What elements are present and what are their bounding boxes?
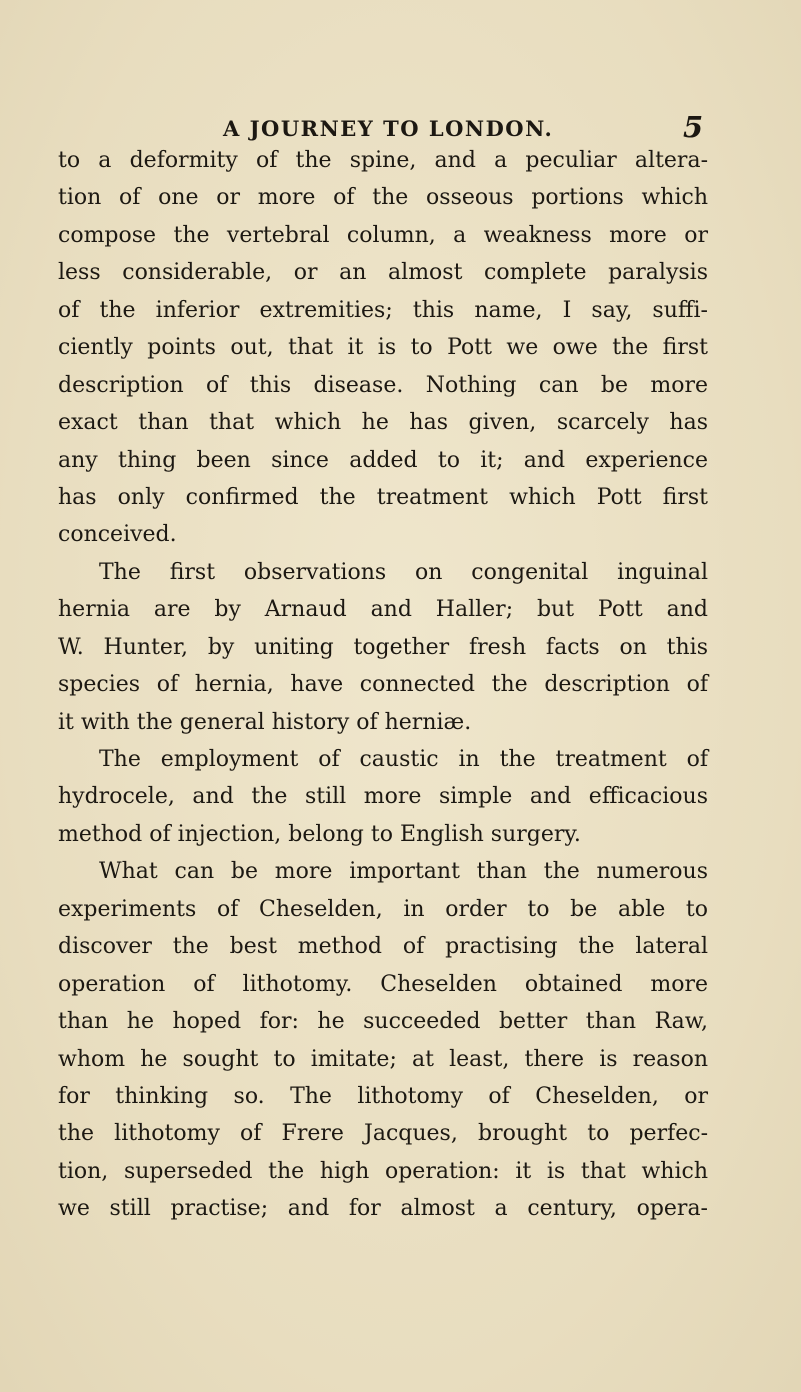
text-line: operation of lithotomy. Cheselden obtained more [58, 971, 708, 997]
text-line: W. Hunter, by uniting together fresh facts on this [58, 634, 708, 660]
page-number: 5 [683, 110, 704, 144]
text-line: ciently points out, that it is to Pott we owe the first [58, 335, 708, 361]
text-line: we still practise; and for almost a century, opera- [58, 1196, 708, 1222]
text-line: tion of one or more of the osseous portions which [58, 185, 708, 211]
paragraph-start-line: What can be more important than the numerous [99, 859, 708, 885]
text-line: of the inferior extremities; this name, I say, suffi- [58, 297, 708, 323]
text-line: the lithotomy of Frere Jacques, brought to perfec- [58, 1121, 708, 1147]
text-line: than he hoped for: he succeeded better than Raw, [58, 1009, 708, 1035]
text-line: hernia are by Arnaud and Haller; but Pott and [58, 597, 708, 623]
text-line: compose the vertebral column, a weakness more or [58, 222, 708, 248]
text-line: experiments of Cheselden, in order to be able to [58, 896, 708, 922]
paragraph-end-line: it with the general history of herniæ. [58, 709, 472, 735]
text-line: any thing been since added to it; and experience [58, 447, 708, 473]
paragraph-end-line: method of injection, belong to English surgery. [58, 821, 581, 847]
text-line: for thinking so. The lithotomy of Cheselden, or [58, 1083, 708, 1109]
paragraph-end-line: conceived. [58, 522, 177, 548]
paragraph-start-line: The first observations on congenital inguinal [99, 559, 708, 585]
text-line: description of this disease. Nothing can be more [58, 372, 708, 398]
running-head-title: A JOURNEY TO LONDON. [223, 116, 554, 141]
text-line: to a deformity of the spine, and a peculiar altera- [58, 148, 708, 173]
paragraph-start-line: The employment of caustic in the treatment of [99, 747, 708, 772]
text-line: exact than that which he has given, scarcely has [58, 410, 708, 436]
body-text [58, 142, 708, 1228]
text-line: discover the best method of practising the lateral [58, 934, 708, 960]
text-line: has only confirmed the treatment which Pott first [58, 484, 708, 510]
text-line: whom he sought to imitate; at least, there is reason [58, 1046, 708, 1072]
text-line: species of hernia, have connected the description of [58, 672, 708, 698]
text-line: less considerable, or an almost complete paralysis [58, 260, 708, 286]
text-line: tion, superseded the high operation: it is that which [58, 1158, 708, 1184]
text-line: hydrocele, and the still more simple and efficacious [58, 784, 708, 810]
